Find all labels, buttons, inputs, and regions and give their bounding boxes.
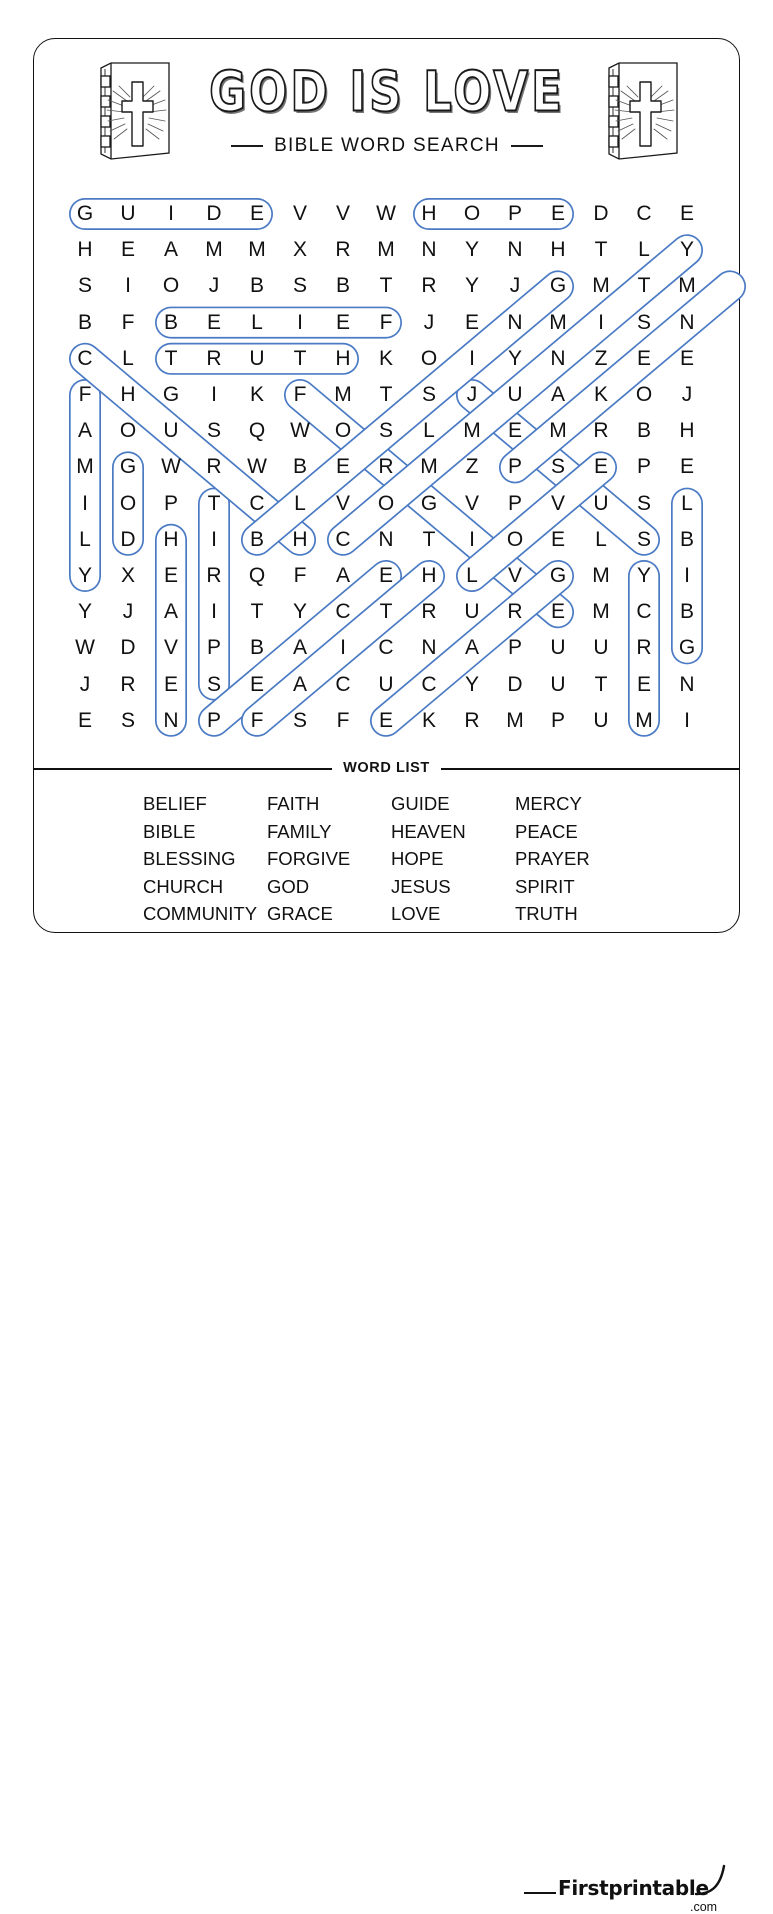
- grid-cell[interactable]: T: [379, 383, 393, 406]
- grid-cell[interactable]: B: [292, 455, 307, 479]
- grid-cell[interactable]: S: [636, 310, 651, 334]
- word-list-item[interactable]: GRACE: [267, 903, 333, 924]
- grid-cell[interactable]: Y: [679, 238, 694, 262]
- grid-cell[interactable]: M: [592, 274, 610, 298]
- grid-cell[interactable]: V: [464, 491, 479, 515]
- grid-cell[interactable]: U: [249, 346, 265, 370]
- grid-cell[interactable]: G: [119, 455, 137, 479]
- grid-cell[interactable]: Z: [465, 455, 479, 479]
- grid-cell[interactable]: E: [464, 310, 479, 334]
- grid-cell[interactable]: Y: [77, 600, 92, 624]
- grid-cell[interactable]: R: [593, 419, 609, 443]
- grid-cell[interactable]: Y: [507, 346, 522, 370]
- grid-cell[interactable]: I: [684, 564, 690, 587]
- grid-cell[interactable]: H: [292, 527, 308, 551]
- grid-cell[interactable]: H: [120, 383, 136, 406]
- grid-cell[interactable]: K: [249, 383, 264, 406]
- grid-cell[interactable]: G: [162, 383, 180, 406]
- grid-cell[interactable]: R: [507, 600, 523, 624]
- word-list-item[interactable]: JESUS: [391, 875, 451, 897]
- grid-cell[interactable]: P: [507, 202, 522, 225]
- grid-cell[interactable]: M: [420, 455, 438, 479]
- grid-cell[interactable]: F: [293, 383, 307, 406]
- grid-letters: [33, 190, 740, 752]
- grid-cell[interactable]: M: [549, 419, 567, 443]
- grid-cell[interactable]: S: [206, 419, 221, 443]
- grid-cell[interactable]: T: [594, 672, 608, 696]
- grid-cell[interactable]: T: [422, 527, 436, 551]
- grid-cell[interactable]: J: [509, 274, 521, 298]
- grid-cell[interactable]: M: [248, 238, 266, 262]
- grid-cell[interactable]: J: [122, 600, 134, 624]
- grid-cell[interactable]: O: [162, 274, 180, 298]
- grid-cell[interactable]: O: [463, 202, 481, 225]
- grid-cell[interactable]: K: [593, 383, 608, 406]
- grid-cell[interactable]: W: [290, 419, 310, 443]
- grid-cell[interactable]: O: [635, 383, 653, 406]
- grid-cell[interactable]: A: [163, 600, 178, 624]
- page-subtitle: BIBLE WORD SEARCH: [274, 135, 500, 156]
- grid-cell[interactable]: U: [593, 708, 609, 732]
- subtitle-rule-left: [231, 145, 263, 147]
- grid-cell[interactable]: P: [507, 636, 522, 660]
- grid-cell[interactable]: J: [79, 672, 91, 696]
- grid-cell[interactable]: L: [466, 564, 478, 587]
- word-list-item[interactable]: FAITH: [267, 793, 320, 814]
- grid-cell[interactable]: E: [163, 564, 178, 587]
- grid-cell[interactable]: A: [335, 564, 350, 587]
- grid-cell[interactable]: H: [550, 238, 566, 262]
- grid-cell[interactable]: G: [420, 491, 438, 515]
- grid-cell[interactable]: E: [378, 564, 393, 587]
- grid-cell[interactable]: S: [550, 455, 565, 479]
- grid-cell[interactable]: I: [211, 600, 217, 624]
- grid-cell[interactable]: P: [163, 491, 178, 515]
- grid-cell[interactable]: N: [507, 310, 523, 334]
- grid-cell[interactable]: G: [76, 202, 94, 225]
- word-list-item[interactable]: BIBLE: [143, 820, 196, 842]
- grid-cell[interactable]: I: [211, 383, 217, 406]
- grid-cell[interactable]: H: [335, 346, 351, 370]
- word-list-column: [143, 790, 267, 928]
- grid-cell[interactable]: B: [249, 527, 264, 551]
- grid-cell[interactable]: B: [636, 419, 651, 443]
- grid-cell[interactable]: V: [335, 202, 350, 225]
- grid-cell[interactable]: I: [297, 310, 303, 334]
- grid-cell[interactable]: U: [507, 383, 523, 406]
- grid-cell[interactable]: I: [82, 491, 88, 515]
- grid-cell[interactable]: E: [636, 346, 651, 370]
- grid-cell[interactable]: I: [211, 527, 217, 551]
- grid-cell[interactable]: C: [335, 600, 351, 624]
- grid-cell[interactable]: I: [598, 310, 604, 334]
- grid-cell[interactable]: R: [335, 238, 351, 262]
- grid-cell[interactable]: U: [163, 419, 179, 443]
- grid-cell[interactable]: E: [335, 310, 350, 334]
- grid-cell[interactable]: A: [292, 672, 307, 696]
- grid-cell[interactable]: W: [75, 636, 95, 660]
- grid-cell[interactable]: L: [595, 527, 607, 551]
- grid-cell[interactable]: E: [249, 672, 264, 696]
- grid-cell[interactable]: J: [208, 274, 220, 298]
- grid-cell[interactable]: Y: [636, 564, 651, 587]
- grid-cell[interactable]: F: [78, 383, 92, 406]
- grid-cell[interactable]: L: [294, 491, 306, 515]
- grid-cell[interactable]: A: [292, 636, 307, 660]
- grid-cell[interactable]: G: [549, 564, 567, 587]
- grid-cell[interactable]: N: [421, 636, 437, 660]
- grid-cell[interactable]: H: [77, 238, 93, 262]
- grid-cell[interactable]: T: [207, 491, 221, 515]
- word-list-item[interactable]: COMMUNITY: [143, 903, 258, 924]
- grid-cell[interactable]: S: [378, 419, 393, 443]
- grid-cell[interactable]: I: [684, 708, 690, 732]
- grid-cell[interactable]: C: [249, 491, 265, 515]
- grid-cell[interactable]: D: [507, 672, 523, 696]
- grid-cell[interactable]: U: [593, 491, 609, 515]
- grid-cell[interactable]: M: [592, 600, 610, 624]
- grid-cell[interactable]: S: [636, 527, 651, 551]
- grid-cell[interactable]: Z: [594, 346, 608, 370]
- grid-cell[interactable]: O: [377, 491, 395, 515]
- grid-cell[interactable]: N: [679, 310, 695, 334]
- word-list-item[interactable]: SPIRIT: [515, 875, 575, 897]
- grid-cell[interactable]: P: [507, 491, 522, 515]
- page-title: GOD IS LOVE: [209, 59, 565, 124]
- grid-cell[interactable]: M: [377, 238, 395, 262]
- grid-cell[interactable]: A: [77, 419, 92, 443]
- word-list-item[interactable]: FAMILY: [267, 820, 332, 842]
- word-search-grid[interactable]: [33, 190, 740, 752]
- word-list-item[interactable]: HEAVEN: [391, 820, 466, 842]
- grid-cell[interactable]: H: [421, 202, 437, 225]
- grid-cell[interactable]: T: [379, 274, 393, 298]
- grid-cell[interactable]: Y: [464, 238, 479, 262]
- word-list-item[interactable]: PEACE: [515, 820, 578, 842]
- grid-cell[interactable]: O: [119, 419, 137, 443]
- grid-cell[interactable]: R: [636, 636, 652, 660]
- grid-cell[interactable]: M: [205, 238, 223, 262]
- word-list: [33, 790, 740, 928]
- grid-cell[interactable]: C: [335, 672, 351, 696]
- grid-cell[interactable]: R: [464, 708, 480, 732]
- grid-cell[interactable]: F: [121, 310, 135, 334]
- grid-cell[interactable]: Y: [464, 274, 479, 298]
- grid-cell[interactable]: M: [549, 310, 567, 334]
- word-list-item[interactable]: FORGIVE: [267, 848, 351, 869]
- word-list-item[interactable]: CHURCH: [143, 875, 224, 897]
- grid-cell[interactable]: X: [292, 238, 307, 262]
- grid-cell[interactable]: A: [163, 238, 178, 262]
- footer-rule: [524, 1892, 556, 1894]
- grid-cell[interactable]: E: [507, 419, 522, 443]
- grid-cell[interactable]: U: [593, 636, 609, 660]
- grid-cell[interactable]: C: [636, 600, 652, 624]
- grid-cell[interactable]: E: [335, 455, 350, 479]
- grid-cell[interactable]: C: [421, 672, 437, 696]
- word-list-item[interactable]: TRUTH: [515, 903, 578, 924]
- grid-cell[interactable]: I: [469, 346, 475, 370]
- grid-cell[interactable]: V: [163, 636, 178, 660]
- grid-cell[interactable]: F: [293, 564, 307, 587]
- grid-cell[interactable]: B: [249, 636, 264, 660]
- grid-cell[interactable]: R: [378, 455, 394, 479]
- grid-cell[interactable]: T: [250, 600, 264, 624]
- grid-cell[interactable]: L: [79, 527, 91, 551]
- grid-cell[interactable]: C: [77, 346, 93, 370]
- grid-cell[interactable]: Q: [248, 564, 266, 587]
- grid-cell[interactable]: R: [206, 346, 222, 370]
- grid-cell[interactable]: T: [637, 274, 651, 298]
- grid-cell[interactable]: N: [163, 708, 179, 732]
- grid-cell[interactable]: Y: [77, 564, 92, 587]
- footer: [0, 936, 773, 1914]
- grid-cell[interactable]: G: [678, 636, 696, 660]
- grid-cell[interactable]: B: [249, 274, 264, 298]
- grid-cell[interactable]: X: [120, 564, 135, 587]
- grid-cell[interactable]: Y: [464, 672, 479, 696]
- grid-cell[interactable]: N: [421, 238, 437, 262]
- grid-cell[interactable]: B: [163, 310, 178, 334]
- grid-cell[interactable]: W: [247, 455, 267, 479]
- bible-book-cross-icon: [599, 60, 681, 164]
- word-list-item[interactable]: MERCY: [515, 793, 582, 814]
- grid-cell[interactable]: U: [120, 202, 136, 225]
- bible-book-cross-icon: [91, 60, 173, 164]
- grid-cell[interactable]: S: [77, 274, 92, 298]
- grid-cell[interactable]: M: [506, 708, 524, 732]
- subtitle-row: [203, 135, 571, 157]
- brand-name: Firstprintable: [558, 1876, 709, 1900]
- grid-cell[interactable]: T: [379, 600, 393, 624]
- grid-cell[interactable]: U: [464, 600, 480, 624]
- grid-cell[interactable]: E: [679, 202, 694, 225]
- grid-cell[interactable]: F: [250, 708, 264, 732]
- grid-cell[interactable]: V: [507, 564, 522, 587]
- grid-cell[interactable]: O: [334, 419, 352, 443]
- grid-cell[interactable]: A: [550, 383, 565, 406]
- word-list-item[interactable]: BELIEF: [143, 793, 207, 814]
- grid-cell[interactable]: P: [507, 455, 522, 479]
- grid-cell[interactable]: M: [76, 455, 94, 479]
- grid-cell[interactable]: R: [206, 564, 222, 587]
- grid-cell[interactable]: P: [206, 708, 221, 732]
- grid-cell[interactable]: U: [378, 672, 394, 696]
- grid-cell[interactable]: D: [593, 202, 609, 225]
- grid-cell[interactable]: E: [550, 527, 565, 551]
- word-list-column: [267, 790, 391, 928]
- grid-cell[interactable]: C: [636, 202, 652, 225]
- grid-cell[interactable]: Y: [292, 600, 307, 624]
- word-list-item[interactable]: PRAYER: [515, 848, 590, 869]
- grid-cell[interactable]: M: [334, 383, 352, 406]
- grid-cell[interactable]: I: [469, 527, 475, 551]
- grid-cell[interactable]: I: [340, 636, 346, 660]
- grid-cell[interactable]: Q: [248, 419, 266, 443]
- grid-cell[interactable]: W: [161, 455, 181, 479]
- grid-cell[interactable]: S: [292, 708, 307, 732]
- grid-cell[interactable]: D: [120, 527, 136, 551]
- grid-cell[interactable]: O: [119, 491, 137, 515]
- grid-cell[interactable]: J: [681, 383, 693, 406]
- grid-cell[interactable]: D: [206, 202, 222, 225]
- grid-cell[interactable]: S: [421, 383, 436, 406]
- grid-cell[interactable]: S: [292, 274, 307, 298]
- grid-cell[interactable]: L: [122, 346, 134, 370]
- grid-cell[interactable]: E: [550, 202, 565, 225]
- grid-cell[interactable]: S: [206, 672, 221, 696]
- word-list-heading-label: WORD LIST: [332, 760, 441, 776]
- word-list-heading: [0, 759, 773, 777]
- grid-cell[interactable]: R: [206, 455, 222, 479]
- grid-cell[interactable]: R: [120, 672, 136, 696]
- grid-cell[interactable]: I: [125, 274, 131, 298]
- grid-cell[interactable]: E: [249, 202, 264, 225]
- word-list-item[interactable]: HOPE: [391, 848, 444, 869]
- grid-cell[interactable]: V: [292, 202, 307, 225]
- grid-cell[interactable]: O: [420, 346, 438, 370]
- grid-cell[interactable]: U: [550, 672, 566, 696]
- grid-cell[interactable]: K: [378, 346, 393, 370]
- grid-cell[interactable]: H: [679, 419, 695, 443]
- word-list-item[interactable]: BLESSING: [143, 848, 236, 869]
- grid-cell[interactable]: N: [378, 527, 394, 551]
- word-list-item[interactable]: GOD: [267, 875, 310, 897]
- subtitle-rule-right: [511, 145, 543, 147]
- grid-cell[interactable]: A: [464, 636, 479, 660]
- grid-cell[interactable]: L: [423, 419, 435, 443]
- grid-cell[interactable]: S: [120, 708, 135, 732]
- grid-cell[interactable]: T: [164, 346, 178, 370]
- grid-cell[interactable]: B: [679, 600, 694, 624]
- grid-cell[interactable]: E: [206, 310, 221, 334]
- grid-cell[interactable]: B: [335, 274, 350, 298]
- grid-cell[interactable]: N: [507, 238, 523, 262]
- grid-cell[interactable]: P: [636, 455, 651, 479]
- grid-cell[interactable]: E: [679, 455, 694, 479]
- grid-cell[interactable]: E: [77, 708, 92, 732]
- word-list-item[interactable]: GUIDE: [391, 793, 450, 814]
- word-list-item[interactable]: LOVE: [391, 903, 441, 924]
- grid-cell[interactable]: G: [549, 274, 567, 298]
- grid-cell[interactable]: E: [163, 672, 178, 696]
- grid-cell[interactable]: T: [293, 346, 307, 370]
- brand-swoosh-icon: [694, 1866, 728, 1898]
- grid-cell[interactable]: E: [593, 455, 608, 479]
- grid-cell[interactable]: I: [168, 202, 174, 225]
- grid-cell[interactable]: J: [423, 310, 435, 334]
- word-list-column: [391, 790, 515, 928]
- grid-cell[interactable]: P: [206, 636, 221, 660]
- grid-cell[interactable]: F: [336, 708, 350, 732]
- grid-cell[interactable]: N: [679, 672, 695, 696]
- grid-cell[interactable]: L: [681, 491, 693, 515]
- grid-cell[interactable]: B: [77, 310, 92, 334]
- grid-cell[interactable]: M: [592, 564, 610, 587]
- brand-tld: .com: [690, 1900, 718, 1914]
- grid-cell[interactable]: N: [550, 346, 566, 370]
- grid-cell[interactable]: B: [679, 527, 694, 551]
- grid-cell[interactable]: M: [678, 274, 696, 298]
- grid-cell[interactable]: L: [638, 238, 650, 262]
- grid-cell[interactable]: K: [421, 708, 436, 732]
- grid-cell[interactable]: M: [635, 708, 653, 732]
- header: [33, 50, 740, 182]
- grid-cell[interactable]: E: [679, 346, 694, 370]
- grid-cell[interactable]: V: [335, 491, 350, 515]
- grid-cell[interactable]: E: [120, 238, 135, 262]
- grid-cell[interactable]: W: [376, 202, 396, 225]
- grid-cell[interactable]: P: [550, 708, 565, 732]
- word-list-column: [515, 790, 639, 928]
- grid-cell[interactable]: D: [120, 636, 136, 660]
- grid-cell[interactable]: C: [335, 527, 351, 551]
- grid-cell[interactable]: R: [421, 274, 437, 298]
- grid-cell[interactable]: H: [421, 564, 437, 587]
- grid-cell[interactable]: L: [251, 310, 263, 334]
- grid-cell[interactable]: V: [550, 491, 565, 515]
- grid-cell[interactable]: H: [163, 527, 179, 551]
- grid-cell[interactable]: E: [636, 672, 651, 696]
- grid-cell[interactable]: E: [550, 600, 565, 624]
- grid-cell[interactable]: M: [463, 419, 481, 443]
- title-block: [203, 50, 571, 157]
- grid-cell[interactable]: E: [378, 708, 393, 732]
- grid-cell[interactable]: S: [636, 491, 651, 515]
- grid-cell[interactable]: T: [594, 238, 608, 262]
- grid-cell[interactable]: F: [379, 310, 393, 334]
- grid-cell[interactable]: R: [421, 600, 437, 624]
- grid-cell[interactable]: J: [466, 383, 478, 406]
- grid-cell[interactable]: O: [506, 527, 524, 551]
- grid-cell[interactable]: U: [550, 636, 566, 660]
- grid-cell[interactable]: C: [378, 636, 394, 660]
